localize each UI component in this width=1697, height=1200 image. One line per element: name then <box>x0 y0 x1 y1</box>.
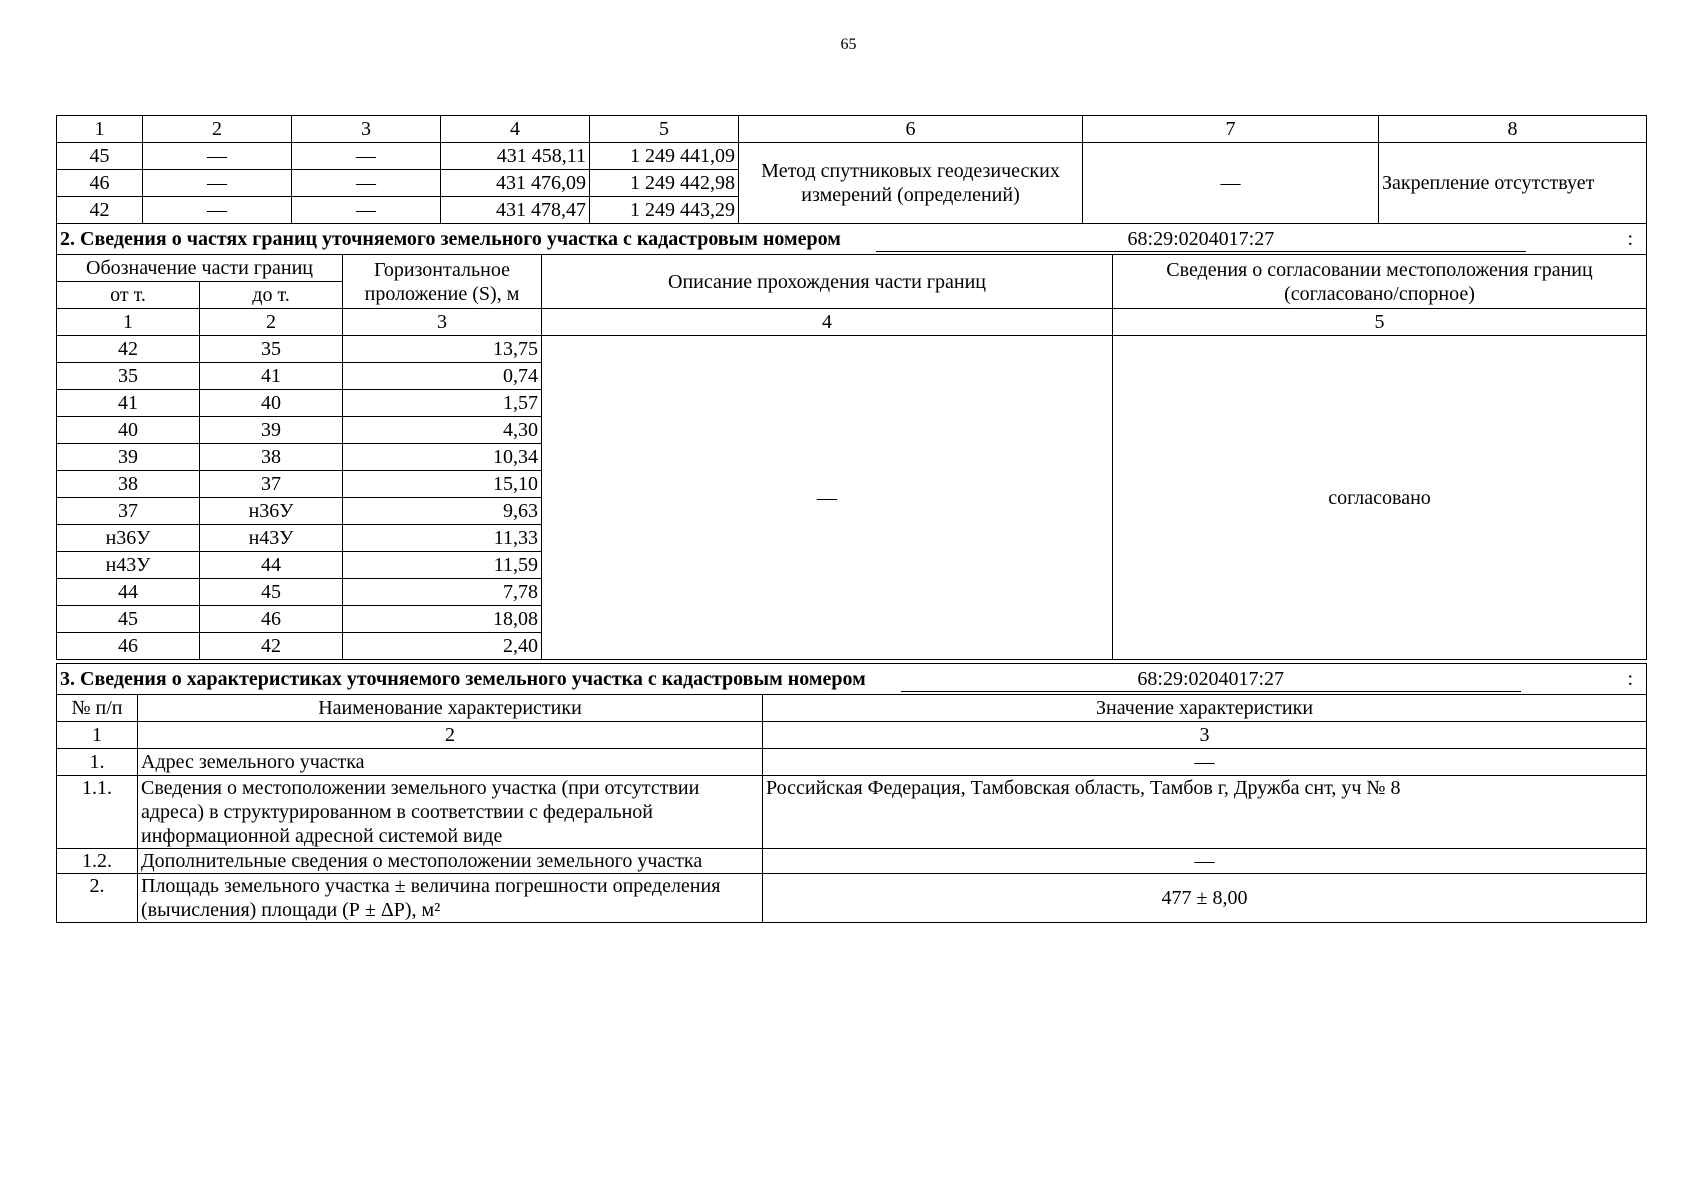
agreement-cell: согласовано <box>1113 336 1647 660</box>
agreement-header: Сведения о согласовании местоположения границ (согласовано/спорное) <box>1113 255 1647 309</box>
length-cell: 11,59 <box>343 552 542 579</box>
length-cell: 2,40 <box>343 633 542 660</box>
cell: — <box>292 197 441 224</box>
col-number: 3 <box>763 722 1647 749</box>
page-number: 65 <box>840 36 857 53</box>
from-cell: 38 <box>57 471 200 498</box>
to-cell: 38 <box>200 444 343 471</box>
to-cell: н43У <box>200 525 343 552</box>
length-cell: 13,75 <box>343 336 542 363</box>
section-3-colon: : <box>1627 667 1634 690</box>
col-number: 5 <box>590 116 739 143</box>
length-cell: 1,57 <box>343 390 542 417</box>
col-number: 1 <box>57 309 200 336</box>
name-header: Наименование характеристики <box>138 695 763 722</box>
cell: — <box>292 170 441 197</box>
boundary-parts-table <box>56 223 1647 660</box>
section-2-cadastral-number: 68:29:0204017:27 <box>876 227 1526 252</box>
method-cell: Метод спутниковых геодезических измерений (определений) <box>739 143 1083 224</box>
name-cell: Площадь земельного участка ± величина погрешности определения (вычисления) площади (Р ± ΔР), м² <box>138 874 763 923</box>
value-cell: — <box>763 749 1647 776</box>
to-cell: 45 <box>200 579 343 606</box>
y-cell: 1 249 442,98 <box>590 170 739 197</box>
section-2-title <box>57 224 1647 255</box>
section-3-title-text: 3. Сведения о характеристиках уточняемого земельного участка с кадастровым номером <box>60 667 866 690</box>
name-cell: Дополнительные сведения о местоположении земельного участка <box>138 849 763 874</box>
col-number: 2 <box>200 309 343 336</box>
point-cell: 45 <box>57 143 143 170</box>
to-cell: 37 <box>200 471 343 498</box>
value-cell: — <box>763 849 1647 874</box>
designation-header: Обозначение части границ <box>57 255 343 282</box>
to-header: до т. <box>200 282 343 309</box>
to-cell: 40 <box>200 390 343 417</box>
from-cell: 44 <box>57 579 200 606</box>
to-cell: 42 <box>200 633 343 660</box>
section-2-title-text: 2. Сведения о частях границ уточняемого земельного участка с кадастровым номером <box>60 227 841 250</box>
name-cell: Сведения о местоположении земельного участка (при отсутствии адреса) в структурированном в соответствии с федеральной информационной адресной системой виде <box>138 776 763 849</box>
cell: — <box>292 143 441 170</box>
point-cell: 42 <box>57 197 143 224</box>
table-row <box>57 776 1647 849</box>
column-number-row <box>57 116 1647 143</box>
num-cell: 1.2. <box>57 849 138 874</box>
to-cell: 39 <box>200 417 343 444</box>
from-cell: н36У <box>57 525 200 552</box>
col-number: 1 <box>57 722 138 749</box>
length-cell: 18,08 <box>343 606 542 633</box>
col-number: 4 <box>542 309 1113 336</box>
col7-cell: — <box>1083 143 1379 224</box>
col-number: 7 <box>1083 116 1379 143</box>
x-cell: 431 476,09 <box>441 170 590 197</box>
column-number-row <box>57 722 1647 749</box>
num-cell: 1.1. <box>57 776 138 849</box>
y-cell: 1 249 441,09 <box>590 143 739 170</box>
col-number: 2 <box>138 722 763 749</box>
value-cell: 477 ± 8,00 <box>763 874 1647 923</box>
length-cell: 15,10 <box>343 471 542 498</box>
table-row <box>57 874 1647 923</box>
to-cell: 44 <box>200 552 343 579</box>
from-cell: н43У <box>57 552 200 579</box>
y-cell: 1 249 443,29 <box>590 197 739 224</box>
to-cell: 41 <box>200 363 343 390</box>
col-number: 4 <box>441 116 590 143</box>
x-cell: 431 458,11 <box>441 143 590 170</box>
section-3-cadastral-number: 68:29:0204017:27 <box>901 667 1521 692</box>
from-cell: 42 <box>57 336 200 363</box>
col-number: 1 <box>57 116 143 143</box>
length-cell: 11,33 <box>343 525 542 552</box>
from-header: от т. <box>57 282 200 309</box>
table-row <box>57 749 1647 776</box>
length-cell: 4,30 <box>343 417 542 444</box>
table-row <box>57 849 1647 874</box>
from-cell: 37 <box>57 498 200 525</box>
column-number-row <box>57 309 1647 336</box>
description-header: Описание прохождения части границ <box>542 255 1113 309</box>
to-cell: 35 <box>200 336 343 363</box>
to-cell: 46 <box>200 606 343 633</box>
fixing-cell: Закрепление отсутствует <box>1379 143 1647 224</box>
num-header: № п/п <box>57 695 138 722</box>
horizontal-header: Горизонтальное проложение (S), м <box>343 255 542 309</box>
from-cell: 40 <box>57 417 200 444</box>
x-cell: 431 478,47 <box>441 197 590 224</box>
from-cell: 39 <box>57 444 200 471</box>
from-cell: 46 <box>57 633 200 660</box>
num-cell: 1. <box>57 749 138 776</box>
length-cell: 0,74 <box>343 363 542 390</box>
col-number: 2 <box>143 116 292 143</box>
table-row <box>57 143 1647 170</box>
col-number: 5 <box>1113 309 1647 336</box>
from-cell: 45 <box>57 606 200 633</box>
coordinates-table <box>56 115 1647 224</box>
length-cell: 7,78 <box>343 579 542 606</box>
table-row <box>57 336 1647 363</box>
length-cell: 10,34 <box>343 444 542 471</box>
name-cell: Адрес земельного участка <box>138 749 763 776</box>
description-cell: — <box>542 336 1113 660</box>
value-header: Значение характеристики <box>763 695 1647 722</box>
col-number: 3 <box>343 309 542 336</box>
length-cell: 9,63 <box>343 498 542 525</box>
from-cell: 35 <box>57 363 200 390</box>
cell: — <box>143 170 292 197</box>
col-number: 6 <box>739 116 1083 143</box>
section-2-colon: : <box>1627 227 1633 250</box>
to-cell: н36У <box>200 498 343 525</box>
section-3-title <box>57 664 1647 695</box>
from-cell: 41 <box>57 390 200 417</box>
col-number: 3 <box>292 116 441 143</box>
characteristics-table <box>56 663 1647 923</box>
col-number: 8 <box>1379 116 1647 143</box>
value-cell: Российская Федерация, Тамбовская область, Тамбов г, Дружба снт, уч № 8 <box>763 776 1647 849</box>
cell: — <box>143 197 292 224</box>
cell: — <box>143 143 292 170</box>
num-cell: 2. <box>57 874 138 923</box>
point-cell: 46 <box>57 170 143 197</box>
